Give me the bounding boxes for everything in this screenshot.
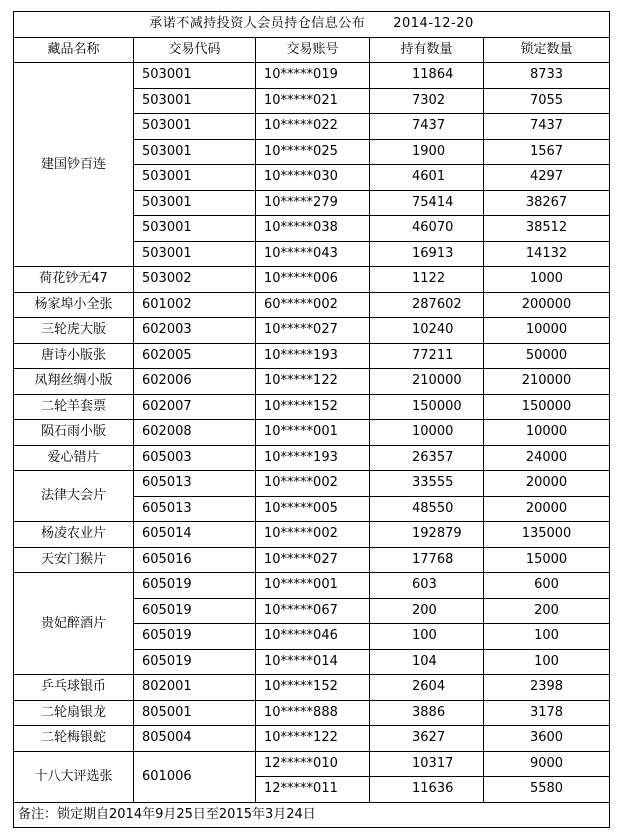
holding-qty-cell: 200 [370, 598, 484, 624]
locked-qty-cell: 1000 [484, 267, 610, 293]
note-row [14, 802, 610, 828]
trade-code-cell: 503001 [134, 241, 256, 267]
item-name-cell: 二轮扇银龙 [14, 700, 134, 726]
holding-qty-cell: 210000 [370, 369, 484, 395]
holding-qty-cell: 1122 [370, 267, 484, 293]
trade-account-cell: 10*****046 [256, 624, 370, 650]
trade-account-cell: 10*****193 [256, 343, 370, 369]
locked-qty-cell: 15000 [484, 547, 610, 573]
item-name-cell: 三轮虎大版 [14, 318, 134, 344]
holding-qty-cell: 104 [370, 649, 484, 675]
table-row [14, 292, 610, 318]
trade-code-cell: 605019 [134, 624, 256, 650]
locked-qty-cell: 135000 [484, 522, 610, 548]
locked-qty-cell: 9000 [484, 751, 610, 777]
trade-code-cell: 602006 [134, 369, 256, 395]
header-item-name: 藏品名称 [14, 37, 134, 63]
locked-qty-cell: 3600 [484, 726, 610, 752]
holding-qty-cell: 11636 [370, 777, 484, 803]
table-title [14, 12, 610, 38]
table-row [14, 751, 610, 777]
trade-account-cell: 10*****019 [256, 63, 370, 89]
locked-qty-cell: 10000 [484, 318, 610, 344]
trade-code-cell: 802001 [134, 675, 256, 701]
locked-qty-cell: 14132 [484, 241, 610, 267]
locked-qty-cell: 200 [484, 598, 610, 624]
trade-account-cell: 10*****027 [256, 547, 370, 573]
trade-code-cell: 503001 [134, 63, 256, 89]
trade-account-cell: 12*****011 [256, 777, 370, 803]
trade-account-cell: 10*****027 [256, 318, 370, 344]
table-row [14, 471, 610, 497]
locked-qty-cell: 7437 [484, 114, 610, 140]
trade-code-cell: 503001 [134, 165, 256, 191]
locked-qty-cell: 150000 [484, 394, 610, 420]
table-row [14, 726, 610, 752]
table-row [14, 522, 610, 548]
trade-code-cell: 503001 [134, 139, 256, 165]
holding-qty-cell: 3627 [370, 726, 484, 752]
table-row [14, 573, 610, 599]
trade-code-cell: 605013 [134, 471, 256, 497]
trade-code-cell: 605003 [134, 445, 256, 471]
table-row [14, 369, 610, 395]
header-trade-code: 交易代码 [134, 37, 256, 63]
holding-qty-cell: 16913 [370, 241, 484, 267]
trade-code-cell: 605016 [134, 547, 256, 573]
header-holding-qty: 持有数量 [370, 37, 484, 63]
trade-code-cell: 602007 [134, 394, 256, 420]
trade-account-cell: 10*****030 [256, 165, 370, 191]
footnote: 备注：锁定期自2014年9月25日至2015年3月24日 [14, 802, 610, 828]
trade-code-cell: 601006 [134, 751, 256, 802]
item-name-cell: 二轮梅银蛇 [14, 726, 134, 752]
item-name-cell: 凤翔丝绸小版 [14, 369, 134, 395]
trade-account-cell: 10*****002 [256, 522, 370, 548]
title-text: 承诺不减持投资人会员持仓信息公布 [149, 16, 366, 32]
locked-qty-cell: 8733 [484, 63, 610, 89]
trade-code-cell: 602003 [134, 318, 256, 344]
holding-qty-cell: 603 [370, 573, 484, 599]
trade-code-cell: 601002 [134, 292, 256, 318]
locked-qty-cell: 600 [484, 573, 610, 599]
trade-code-cell: 605019 [134, 573, 256, 599]
header-locked-qty: 锁定数量 [484, 37, 610, 63]
table-row [14, 394, 610, 420]
holding-qty-cell: 11864 [370, 63, 484, 89]
table-row [14, 547, 610, 573]
trade-code-cell: 503001 [134, 114, 256, 140]
trade-code-cell: 503001 [134, 216, 256, 242]
item-name-cell: 唐诗小版张 [14, 343, 134, 369]
trade-account-cell: 10*****038 [256, 216, 370, 242]
table-row [14, 700, 610, 726]
locked-qty-cell: 24000 [484, 445, 610, 471]
locked-qty-cell: 10000 [484, 420, 610, 446]
table-row [14, 445, 610, 471]
trade-account-cell: 10*****888 [256, 700, 370, 726]
holding-qty-cell: 7437 [370, 114, 484, 140]
header-trade-account: 交易账号 [256, 37, 370, 63]
locked-qty-cell: 5580 [484, 777, 610, 803]
holding-qty-cell: 10000 [370, 420, 484, 446]
trade-account-cell: 10*****021 [256, 88, 370, 114]
holding-qty-cell: 1900 [370, 139, 484, 165]
item-name-cell: 贵妃醉酒片 [14, 573, 134, 675]
holding-qty-cell: 17768 [370, 547, 484, 573]
holding-qty-cell: 100 [370, 624, 484, 650]
holding-qty-cell: 3886 [370, 700, 484, 726]
item-name-cell: 杨家埠小全张 [14, 292, 134, 318]
holding-qty-cell: 77211 [370, 343, 484, 369]
trade-account-cell: 10*****025 [256, 139, 370, 165]
trade-code-cell: 605013 [134, 496, 256, 522]
holding-qty-cell: 4601 [370, 165, 484, 191]
item-name-cell: 杨凌农业片 [14, 522, 134, 548]
locked-qty-cell: 20000 [484, 496, 610, 522]
locked-qty-cell: 100 [484, 624, 610, 650]
locked-qty-cell: 210000 [484, 369, 610, 395]
table-body [14, 63, 610, 803]
holding-qty-cell: 75414 [370, 190, 484, 216]
item-name-cell: 陨石雨小版 [14, 420, 134, 446]
locked-qty-cell: 38512 [484, 216, 610, 242]
locked-qty-cell: 50000 [484, 343, 610, 369]
trade-account-cell: 10*****005 [256, 496, 370, 522]
trade-account-cell: 60*****002 [256, 292, 370, 318]
table-row [14, 267, 610, 293]
header-row [14, 37, 610, 63]
trade-code-cell: 605019 [134, 649, 256, 675]
locked-qty-cell: 200000 [484, 292, 610, 318]
trade-code-cell: 805004 [134, 726, 256, 752]
holding-qty-cell: 26357 [370, 445, 484, 471]
table-row [14, 63, 610, 89]
item-name-cell: 乒乓球银币 [14, 675, 134, 701]
locked-qty-cell: 38267 [484, 190, 610, 216]
trade-account-cell: 10*****279 [256, 190, 370, 216]
holding-qty-cell: 192879 [370, 522, 484, 548]
table-row [14, 420, 610, 446]
trade-account-cell: 10*****001 [256, 573, 370, 599]
locked-qty-cell: 3178 [484, 700, 610, 726]
trade-account-cell: 10*****067 [256, 598, 370, 624]
item-name-cell: 法律大会片 [14, 471, 134, 522]
title-row [14, 12, 610, 38]
holding-qty-cell: 48550 [370, 496, 484, 522]
trade-account-cell: 10*****022 [256, 114, 370, 140]
table-row [14, 318, 610, 344]
trade-code-cell: 605014 [134, 522, 256, 548]
holding-qty-cell: 7302 [370, 88, 484, 114]
holding-qty-cell: 287602 [370, 292, 484, 318]
locked-qty-cell: 100 [484, 649, 610, 675]
trade-account-cell: 10*****006 [256, 267, 370, 293]
holding-qty-cell: 150000 [370, 394, 484, 420]
trade-account-cell: 10*****014 [256, 649, 370, 675]
trade-account-cell: 12*****010 [256, 751, 370, 777]
item-name-cell: 天安门猴片 [14, 547, 134, 573]
table-row [14, 675, 610, 701]
item-name-cell: 建国钞百连 [14, 63, 134, 267]
trade-code-cell: 602008 [134, 420, 256, 446]
holding-qty-cell: 46070 [370, 216, 484, 242]
locked-qty-cell: 4297 [484, 165, 610, 191]
trade-account-cell: 10*****001 [256, 420, 370, 446]
item-name-cell: 二轮羊套票 [14, 394, 134, 420]
trade-account-cell: 10*****122 [256, 369, 370, 395]
trade-account-cell: 10*****122 [256, 726, 370, 752]
item-name-cell: 荷花钞无47 [14, 267, 134, 293]
trade-account-cell: 10*****002 [256, 471, 370, 497]
holding-qty-cell: 2604 [370, 675, 484, 701]
trade-account-cell: 10*****152 [256, 675, 370, 701]
table-row [14, 343, 610, 369]
trade-code-cell: 605019 [134, 598, 256, 624]
trade-account-cell: 10*****043 [256, 241, 370, 267]
locked-qty-cell: 2398 [484, 675, 610, 701]
trade-code-cell: 503001 [134, 88, 256, 114]
holdings-table [13, 11, 610, 828]
trade-code-cell: 503002 [134, 267, 256, 293]
trade-account-cell: 10*****193 [256, 445, 370, 471]
item-name-cell: 十八大评选张 [14, 751, 134, 802]
item-name-cell: 爱心错片 [14, 445, 134, 471]
trade-code-cell: 503001 [134, 190, 256, 216]
locked-qty-cell: 20000 [484, 471, 610, 497]
title-date: 2014-12-20 [393, 16, 474, 32]
trade-code-cell: 805001 [134, 700, 256, 726]
trade-account-cell: 10*****152 [256, 394, 370, 420]
trade-code-cell: 602005 [134, 343, 256, 369]
holding-qty-cell: 33555 [370, 471, 484, 497]
holding-qty-cell: 10317 [370, 751, 484, 777]
locked-qty-cell: 1567 [484, 139, 610, 165]
holding-qty-cell: 10240 [370, 318, 484, 344]
locked-qty-cell: 7055 [484, 88, 610, 114]
